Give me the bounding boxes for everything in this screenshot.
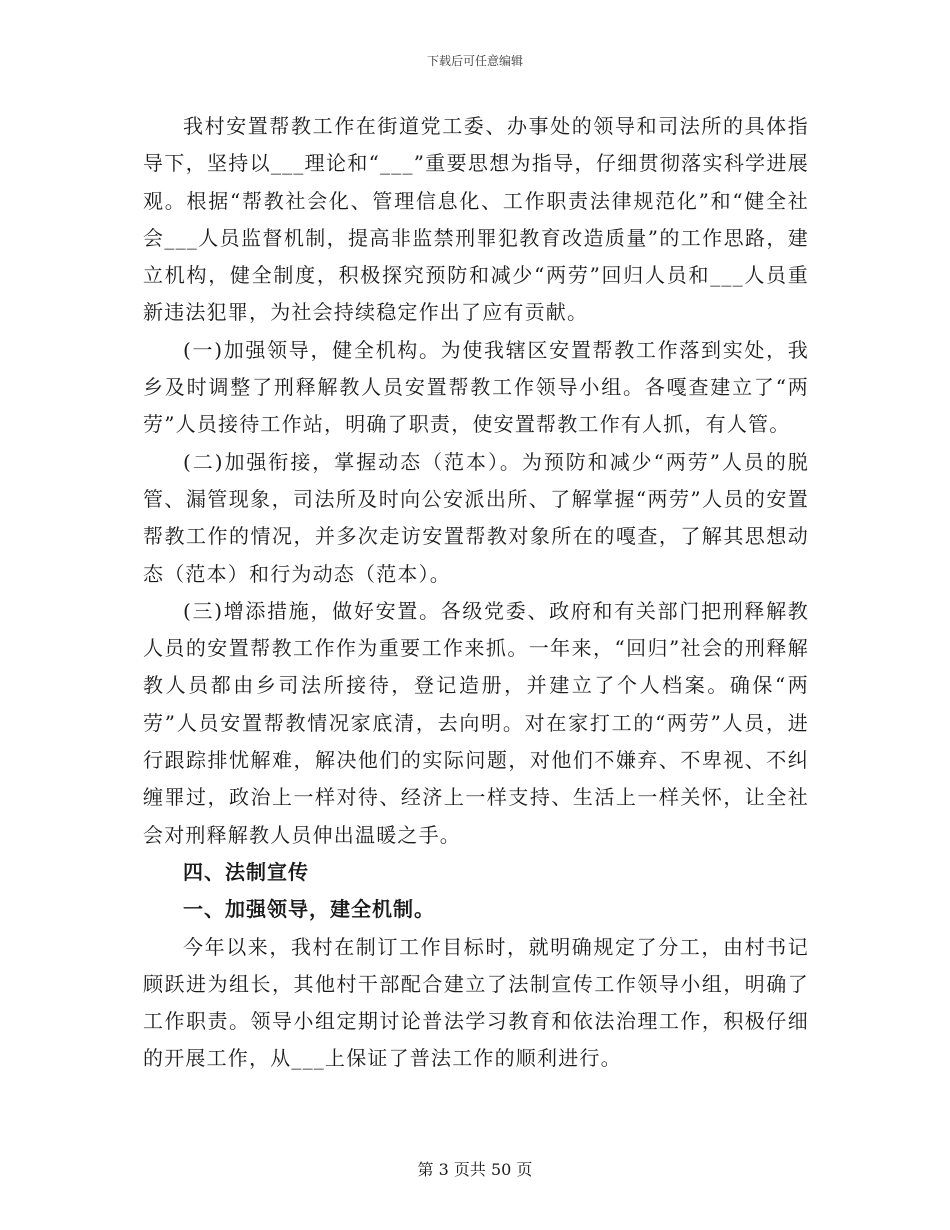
- paragraph-intro: 我村安置帮教工作在街道党工委、办事处的领导和司法所的具体指导下，坚持以___理论和“___”重要思想为指导，仔细贯彻落实科学进展观。根据“帮教社会化、管理信息化、工作职责法律规范化”和“健全社会___人员监督机制，提高非监禁刑罪犯教育改造质量”的工作思路，建立机构，健全制度，积极探究预防和减少“两劳”回归人员和___人员重新违法犯罪，为社会持续稳定作出了应有贡献。: [143, 114, 809, 325]
- paragraph-2: (二)加强衔接，掌握动态（范本）。为预防和减少“两劳”人员的脱管、漏管现象，司法所及时向公安派出所、了解掌握“两劳”人员的安置帮教工作的情况，并多次走访安置帮教对象所在的嘎查，了解其思想动态（范本）和行为动态（范本）。: [143, 449, 809, 586]
- paragraph-final: 今年以来，我村在制订工作目标时，就明确规定了分工，由村书记顾跃进为组长，其他村干部配合建立了法制宣传工作领导小组，明确了工作职责。领导小组定期讨论普法学习教育和依法治理工作，积极仔细的开展工作，从___上保证了普法工作的顺利进行。: [143, 934, 809, 1071]
- section-heading: 四、法制宣传: [183, 859, 309, 884]
- paragraph-1: (一)加强领导，健全机构。为使我辖区安置帮教工作落到实处，我乡及时调整了刑释解教人员安置帮教工作领导小组。各嘎查建立了“两劳”人员接待工作站，明确了职责，使安置帮教工作有人抓，有人管。: [143, 337, 809, 437]
- document-body: [143, 108, 809, 1078]
- page-header: 下载后可任意编辑: [426, 54, 523, 68]
- paragraph-3: (三)增添措施，做好安置。各级党委、政府和有关部门把刑释解教人员的安置帮教工作作为重要工作来抓。一年来，“回归”社会的刑释解教人员都由乡司法所接待，登记造册，并建立了个人档案。确保“两劳”人员安置帮教情况家底清，去向明。对在家打工的“两劳”人员，进行跟踪排忧解难，解决他们的实际问题，对他们不嫌弃、不卑视、不纠缠罪过，政治上一样对待、经济上一样支持、生活上一样关怀，让全社会对刑释解教人员伸出温暖之手。: [143, 598, 809, 847]
- sub-heading: 一、加强领导，建全机制。: [183, 897, 435, 922]
- page-footer: 第 3 页共 50 页: [417, 1160, 533, 1179]
